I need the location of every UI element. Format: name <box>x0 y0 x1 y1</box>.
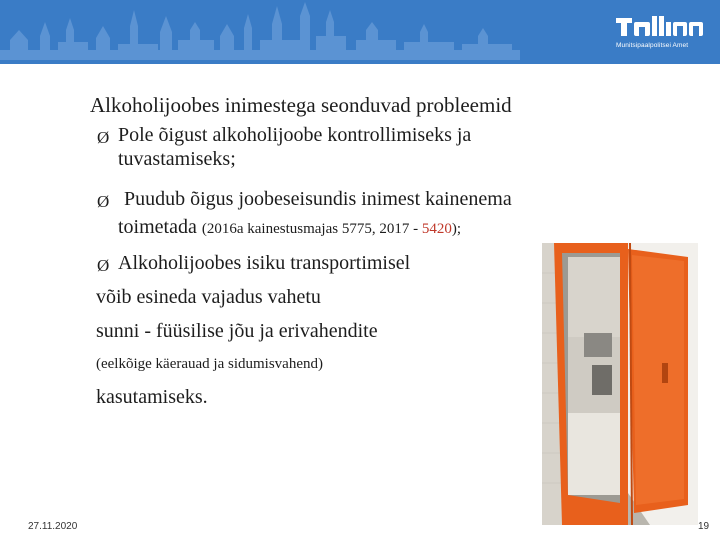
bullet3-line3: sunni - füüsilise jõu ja erivahendite <box>96 320 378 342</box>
bullet3-line4: (eelkõige käerauad ja sidumisvahend) <box>96 356 323 372</box>
bullet3-line5: kasutamiseks. <box>96 386 208 408</box>
bullet-arrow-icon: Ø <box>97 192 110 211</box>
bullet3-line2: võib esineda vajadus vahetu <box>96 286 321 308</box>
bullet2-line2-start: toimetada <box>118 216 202 238</box>
bullet2-line1: Puudub õigus joobeseisundis inimest kainenema <box>124 188 512 210</box>
bullet2-red-value: 5420 <box>421 221 452 237</box>
page-number: 19 <box>698 521 710 532</box>
bullet2-line2-end: ); <box>451 221 461 237</box>
bullet1-line1: Pole õigust alkoholijoobe kontrollimiseks ja <box>118 124 472 146</box>
slide-title: Alkoholijoobes inimestega seonduvad probleemid <box>90 93 512 117</box>
bullet-arrow-icon: Ø <box>97 128 110 147</box>
logo-subtitle: Munitsipaalpolitsei Amet <box>616 42 689 49</box>
tallinn-logo-wordmark <box>612 14 708 38</box>
header-banner <box>0 0 720 64</box>
tallinn-logo <box>612 14 708 56</box>
bullet2-line2 <box>118 216 461 239</box>
cell-door-photo <box>542 243 698 525</box>
bullet1-line2: tuvastamiseks; <box>118 148 236 170</box>
bullet3-line1: Alkoholijoobes isiku transportimisel <box>118 252 411 274</box>
bullet-arrow-icon: Ø <box>97 256 110 275</box>
slide-date: 27.11.2020 <box>28 521 78 532</box>
bullet2-line2-small: (2016a kainestusmajas 5775, 2017 - <box>201 221 422 237</box>
